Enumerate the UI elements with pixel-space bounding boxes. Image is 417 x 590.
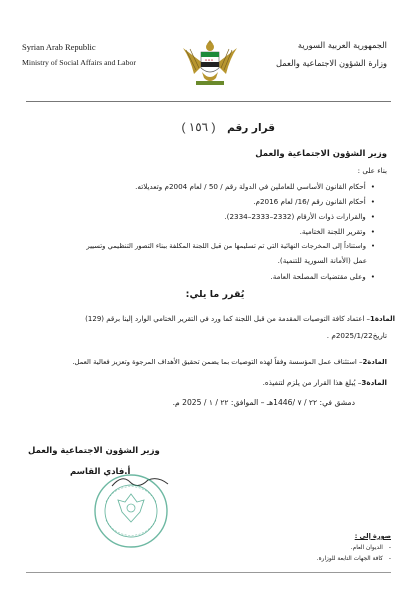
signature-name: أ.فادي القاسم [70, 467, 131, 477]
list-item: • أحكام القانون الأساسي للعاملين في الدولة رقم / 50 / لعام 2004م وتعديلاته. [135, 182, 375, 191]
header-ar-country: الجمهورية العربية السورية [297, 40, 387, 50]
article-1-label: المادة1 [370, 315, 395, 323]
list-item: • وتقرير اللجنة الختامية. [300, 227, 375, 236]
header-ar-ministry: وزارة الشؤون الاجتماعية والعمل [275, 58, 387, 68]
decision-number: ( ١٥٦ ) [181, 120, 216, 134]
official-stamp [92, 472, 170, 550]
list-item: • واستناداً إلى المخرجات النهائية التي تم تسليمها من قبل اللجنة المكلفة ببناء التصور التنظيمي وتسيير [86, 242, 375, 250]
article-3 [263, 378, 387, 387]
decision-title-line [150, 120, 275, 134]
list-item: • أحكام القانون رقم /16/ لعام 2016م. [253, 197, 375, 206]
list-item-continuation: عمل (الأمانة السورية للتنمية). [277, 256, 367, 265]
list-item: • وعلى مقتضيات المصلحة العامة. [270, 272, 375, 281]
article-2 [72, 358, 387, 366]
issuer-heading: وزير الشؤون الاجتماعية والعمل [255, 149, 387, 159]
article-3-text: – يُبلغ هذا القرار من يلزم لتنفيذه. [262, 378, 362, 387]
article-3-label: المادة3 [361, 378, 387, 387]
header-en-ministry: Ministry of Social Affairs and Labor [22, 58, 136, 67]
syrian-eagle-emblem [180, 34, 240, 92]
copies-item: -الديوان العام. [350, 545, 391, 551]
article-1-continuation: تاريخ2025/1/22م . [326, 331, 387, 340]
signature-title: وزير الشؤون الاجتماعية والعمل [28, 446, 160, 456]
header-divider [26, 101, 391, 102]
article-1-text: – اعتماد كافة التوصيات المقدمة من قبل اللجنة كما ورد في التقرير الختامي الوارد إلينا برقم (129) [85, 315, 371, 323]
copies-title: صورة إلى : [354, 532, 391, 540]
header-en-country: Syrian Arab Republic [22, 42, 96, 52]
decision-title: قرار رقم [227, 122, 275, 134]
copies-item: -كافة الجهات التابعة للوزارة. [316, 556, 391, 562]
article-2-text: – استئناف عمل المؤسسة وفقاً لهذه التوصيات بما يضمن تحقيق الأهداف المرجوة وتعزيز فعالية العمل. [72, 358, 363, 366]
article-1 [85, 315, 395, 323]
article-2-label: المادة2 [362, 358, 387, 366]
based-on-label: بناء على : [357, 166, 387, 175]
date-line: دمشق في: ٢٢ / ٧ /1446هـ – الموافق: ٢٢ / ١ / 2025 م. [172, 398, 355, 407]
footer-divider [26, 572, 391, 573]
decides-heading: يُقرر ما يلي: [185, 289, 245, 300]
list-item: • والقرارات ذوات الأرقام (2332–2333–2334). [224, 212, 375, 221]
